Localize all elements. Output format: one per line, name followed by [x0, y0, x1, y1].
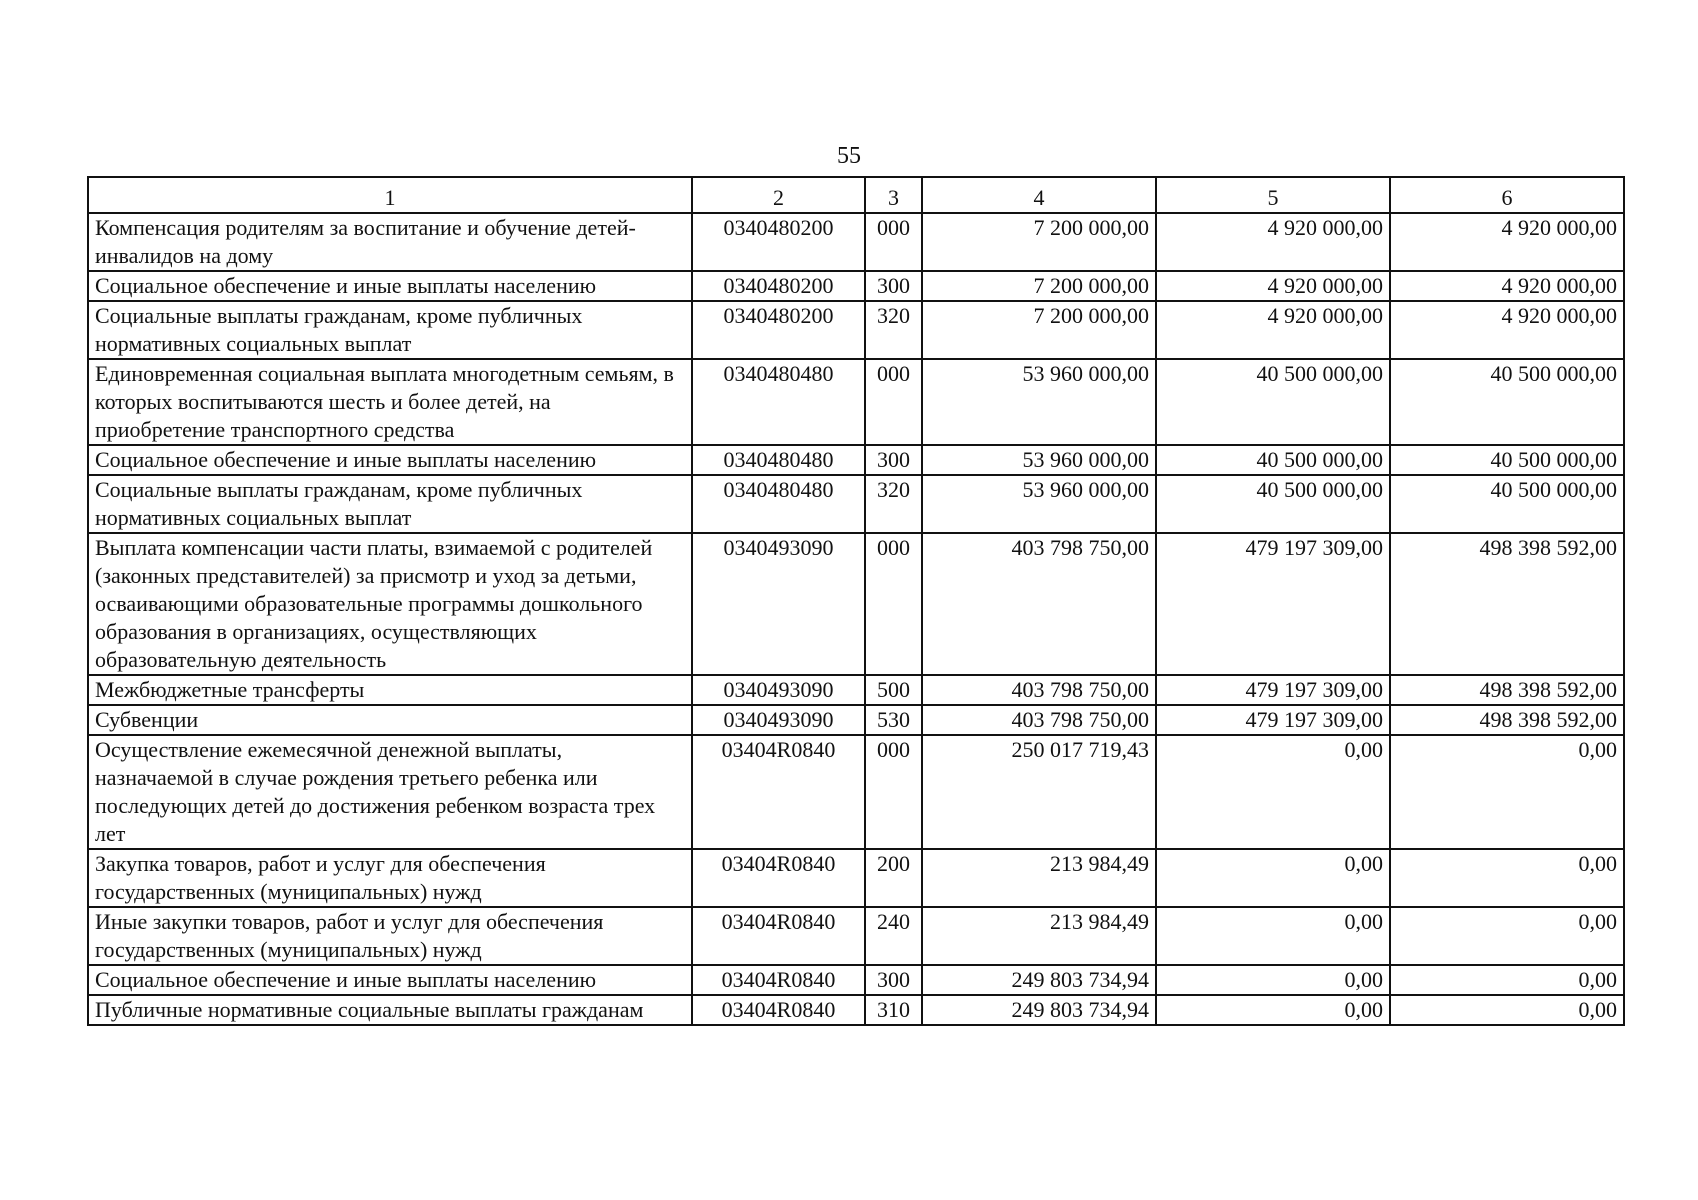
- page-number: 55: [837, 143, 861, 169]
- table-row: [88, 675, 1624, 705]
- header-cell-6: 6: [1390, 177, 1624, 213]
- amount-col4-cell: 250 017 719,43: [922, 735, 1156, 849]
- amount-col6-cell: 40 500 000,00: [1390, 359, 1624, 445]
- target-code-cell: 03404R0840: [692, 907, 865, 965]
- row-name-cell: Компенсация родителям за воспитание и обучение детей-инвалидов на дому: [88, 213, 692, 271]
- row-name-cell: Социальные выплаты гражданам, кроме публичных нормативных социальных выплат: [88, 475, 692, 533]
- table-row: [88, 359, 1624, 445]
- amount-col5-cell: 4 920 000,00: [1156, 271, 1390, 301]
- amount-col4-cell: 53 960 000,00: [922, 359, 1156, 445]
- table-row: [88, 533, 1624, 675]
- header-cell-5: 5: [1156, 177, 1390, 213]
- amount-col5-cell: 0,00: [1156, 735, 1390, 849]
- amount-col5-cell: 479 197 309,00: [1156, 675, 1390, 705]
- amount-col5-cell: 40 500 000,00: [1156, 359, 1390, 445]
- expense-type-cell: 320: [865, 301, 922, 359]
- amount-col5-cell: 479 197 309,00: [1156, 533, 1390, 675]
- expense-type-cell: 300: [865, 965, 922, 995]
- amount-col6-cell: 0,00: [1390, 995, 1624, 1025]
- target-code-cell: 0340480200: [692, 301, 865, 359]
- row-name-cell: Публичные нормативные социальные выплаты гражданам: [88, 995, 692, 1025]
- expense-type-cell: 000: [865, 359, 922, 445]
- table-row: [88, 445, 1624, 475]
- target-code-cell: 0340480480: [692, 359, 865, 445]
- amount-col5-cell: 4 920 000,00: [1156, 213, 1390, 271]
- target-code-cell: 03404R0840: [692, 965, 865, 995]
- target-code-cell: 03404R0840: [692, 849, 865, 907]
- expense-type-cell: 310: [865, 995, 922, 1025]
- table-row: [88, 301, 1624, 359]
- table-row: [88, 705, 1624, 735]
- target-code-cell: 0340480200: [692, 213, 865, 271]
- row-name-cell: Социальные выплаты гражданам, кроме публичных нормативных социальных выплат: [88, 301, 692, 359]
- amount-col4-cell: 403 798 750,00: [922, 675, 1156, 705]
- amount-col6-cell: 0,00: [1390, 735, 1624, 849]
- table-row: [88, 271, 1624, 301]
- table-row: [88, 849, 1624, 907]
- expense-type-cell: 530: [865, 705, 922, 735]
- row-name-cell: Межбюджетные трансферты: [88, 675, 692, 705]
- row-name-cell: Выплата компенсации части платы, взимаемой с родителей (законных представителей) за присмотр и уход за детьми, осваивающими образовательные программы дошкольного образования в организациях, осуществляющих образовательную деятельность: [88, 533, 692, 675]
- amount-col4-cell: 249 803 734,94: [922, 995, 1156, 1025]
- amount-col6-cell: 40 500 000,00: [1390, 445, 1624, 475]
- row-name-cell: Закупка товаров, работ и услуг для обеспечения государственных (муниципальных) нужд: [88, 849, 692, 907]
- row-name-cell: Иные закупки товаров, работ и услуг для обеспечения государственных (муниципальных) нужд: [88, 907, 692, 965]
- amount-col4-cell: 403 798 750,00: [922, 705, 1156, 735]
- expense-type-cell: 300: [865, 445, 922, 475]
- amount-col6-cell: 4 920 000,00: [1390, 301, 1624, 359]
- amount-col5-cell: 4 920 000,00: [1156, 301, 1390, 359]
- amount-col5-cell: 40 500 000,00: [1156, 445, 1390, 475]
- header-cell-1: 1: [88, 177, 692, 213]
- target-code-cell: 0340493090: [692, 705, 865, 735]
- target-code-cell: 03404R0840: [692, 735, 865, 849]
- amount-col6-cell: 0,00: [1390, 907, 1624, 965]
- amount-col4-cell: 213 984,49: [922, 907, 1156, 965]
- header-row: [88, 177, 1624, 213]
- expense-type-cell: 000: [865, 213, 922, 271]
- amount-col4-cell: 7 200 000,00: [922, 271, 1156, 301]
- header-cell-4: 4: [922, 177, 1156, 213]
- amount-col5-cell: 40 500 000,00: [1156, 475, 1390, 533]
- target-code-cell: 0340480480: [692, 475, 865, 533]
- amount-col5-cell: 0,00: [1156, 849, 1390, 907]
- amount-col4-cell: 53 960 000,00: [922, 475, 1156, 533]
- table-row: [88, 735, 1624, 849]
- target-code-cell: 0340493090: [692, 675, 865, 705]
- amount-col4-cell: 403 798 750,00: [922, 533, 1156, 675]
- expense-type-cell: 000: [865, 735, 922, 849]
- target-code-cell: 0340493090: [692, 533, 865, 675]
- amount-col4-cell: 53 960 000,00: [922, 445, 1156, 475]
- budget-table: [87, 176, 1625, 1026]
- amount-col6-cell: 498 398 592,00: [1390, 705, 1624, 735]
- amount-col5-cell: 0,00: [1156, 907, 1390, 965]
- row-name-cell: Осуществление ежемесячной денежной выплаты, назначаемой в случае рождения третьего ребенка или последующих детей до достижения ребенком возраста трех лет: [88, 735, 692, 849]
- amount-col6-cell: 498 398 592,00: [1390, 675, 1624, 705]
- header-cell-3: 3: [865, 177, 922, 213]
- row-name-cell: Социальное обеспечение и иные выплаты населению: [88, 271, 692, 301]
- target-code-cell: 0340480200: [692, 271, 865, 301]
- amount-col5-cell: 0,00: [1156, 995, 1390, 1025]
- amount-col6-cell: 40 500 000,00: [1390, 475, 1624, 533]
- table-row: [88, 995, 1624, 1025]
- amount-col4-cell: 249 803 734,94: [922, 965, 1156, 995]
- expense-type-cell: 300: [865, 271, 922, 301]
- row-name-cell: Единовременная социальная выплата многодетным семьям, в которых воспитываются шесть и более детей, на приобретение транспортного средства: [88, 359, 692, 445]
- expense-type-cell: 200: [865, 849, 922, 907]
- target-code-cell: 03404R0840: [692, 995, 865, 1025]
- amount-col6-cell: 4 920 000,00: [1390, 271, 1624, 301]
- row-name-cell: Социальное обеспечение и иные выплаты населению: [88, 965, 692, 995]
- target-code-cell: 0340480480: [692, 445, 865, 475]
- expense-type-cell: 320: [865, 475, 922, 533]
- row-name-cell: Субвенции: [88, 705, 692, 735]
- header-cell-2: 2: [692, 177, 865, 213]
- table-row: [88, 965, 1624, 995]
- amount-col6-cell: 498 398 592,00: [1390, 533, 1624, 675]
- table-row: [88, 213, 1624, 271]
- amount-col4-cell: 213 984,49: [922, 849, 1156, 907]
- row-name-cell: Социальное обеспечение и иные выплаты населению: [88, 445, 692, 475]
- table-row: [88, 475, 1624, 533]
- amount-col6-cell: 0,00: [1390, 849, 1624, 907]
- expense-type-cell: 000: [865, 533, 922, 675]
- expense-type-cell: 500: [865, 675, 922, 705]
- amount-col4-cell: 7 200 000,00: [922, 301, 1156, 359]
- amount-col6-cell: 0,00: [1390, 965, 1624, 995]
- amount-col4-cell: 7 200 000,00: [922, 213, 1156, 271]
- amount-col5-cell: 0,00: [1156, 965, 1390, 995]
- table-row: [88, 907, 1624, 965]
- amount-col6-cell: 4 920 000,00: [1390, 213, 1624, 271]
- amount-col5-cell: 479 197 309,00: [1156, 705, 1390, 735]
- expense-type-cell: 240: [865, 907, 922, 965]
